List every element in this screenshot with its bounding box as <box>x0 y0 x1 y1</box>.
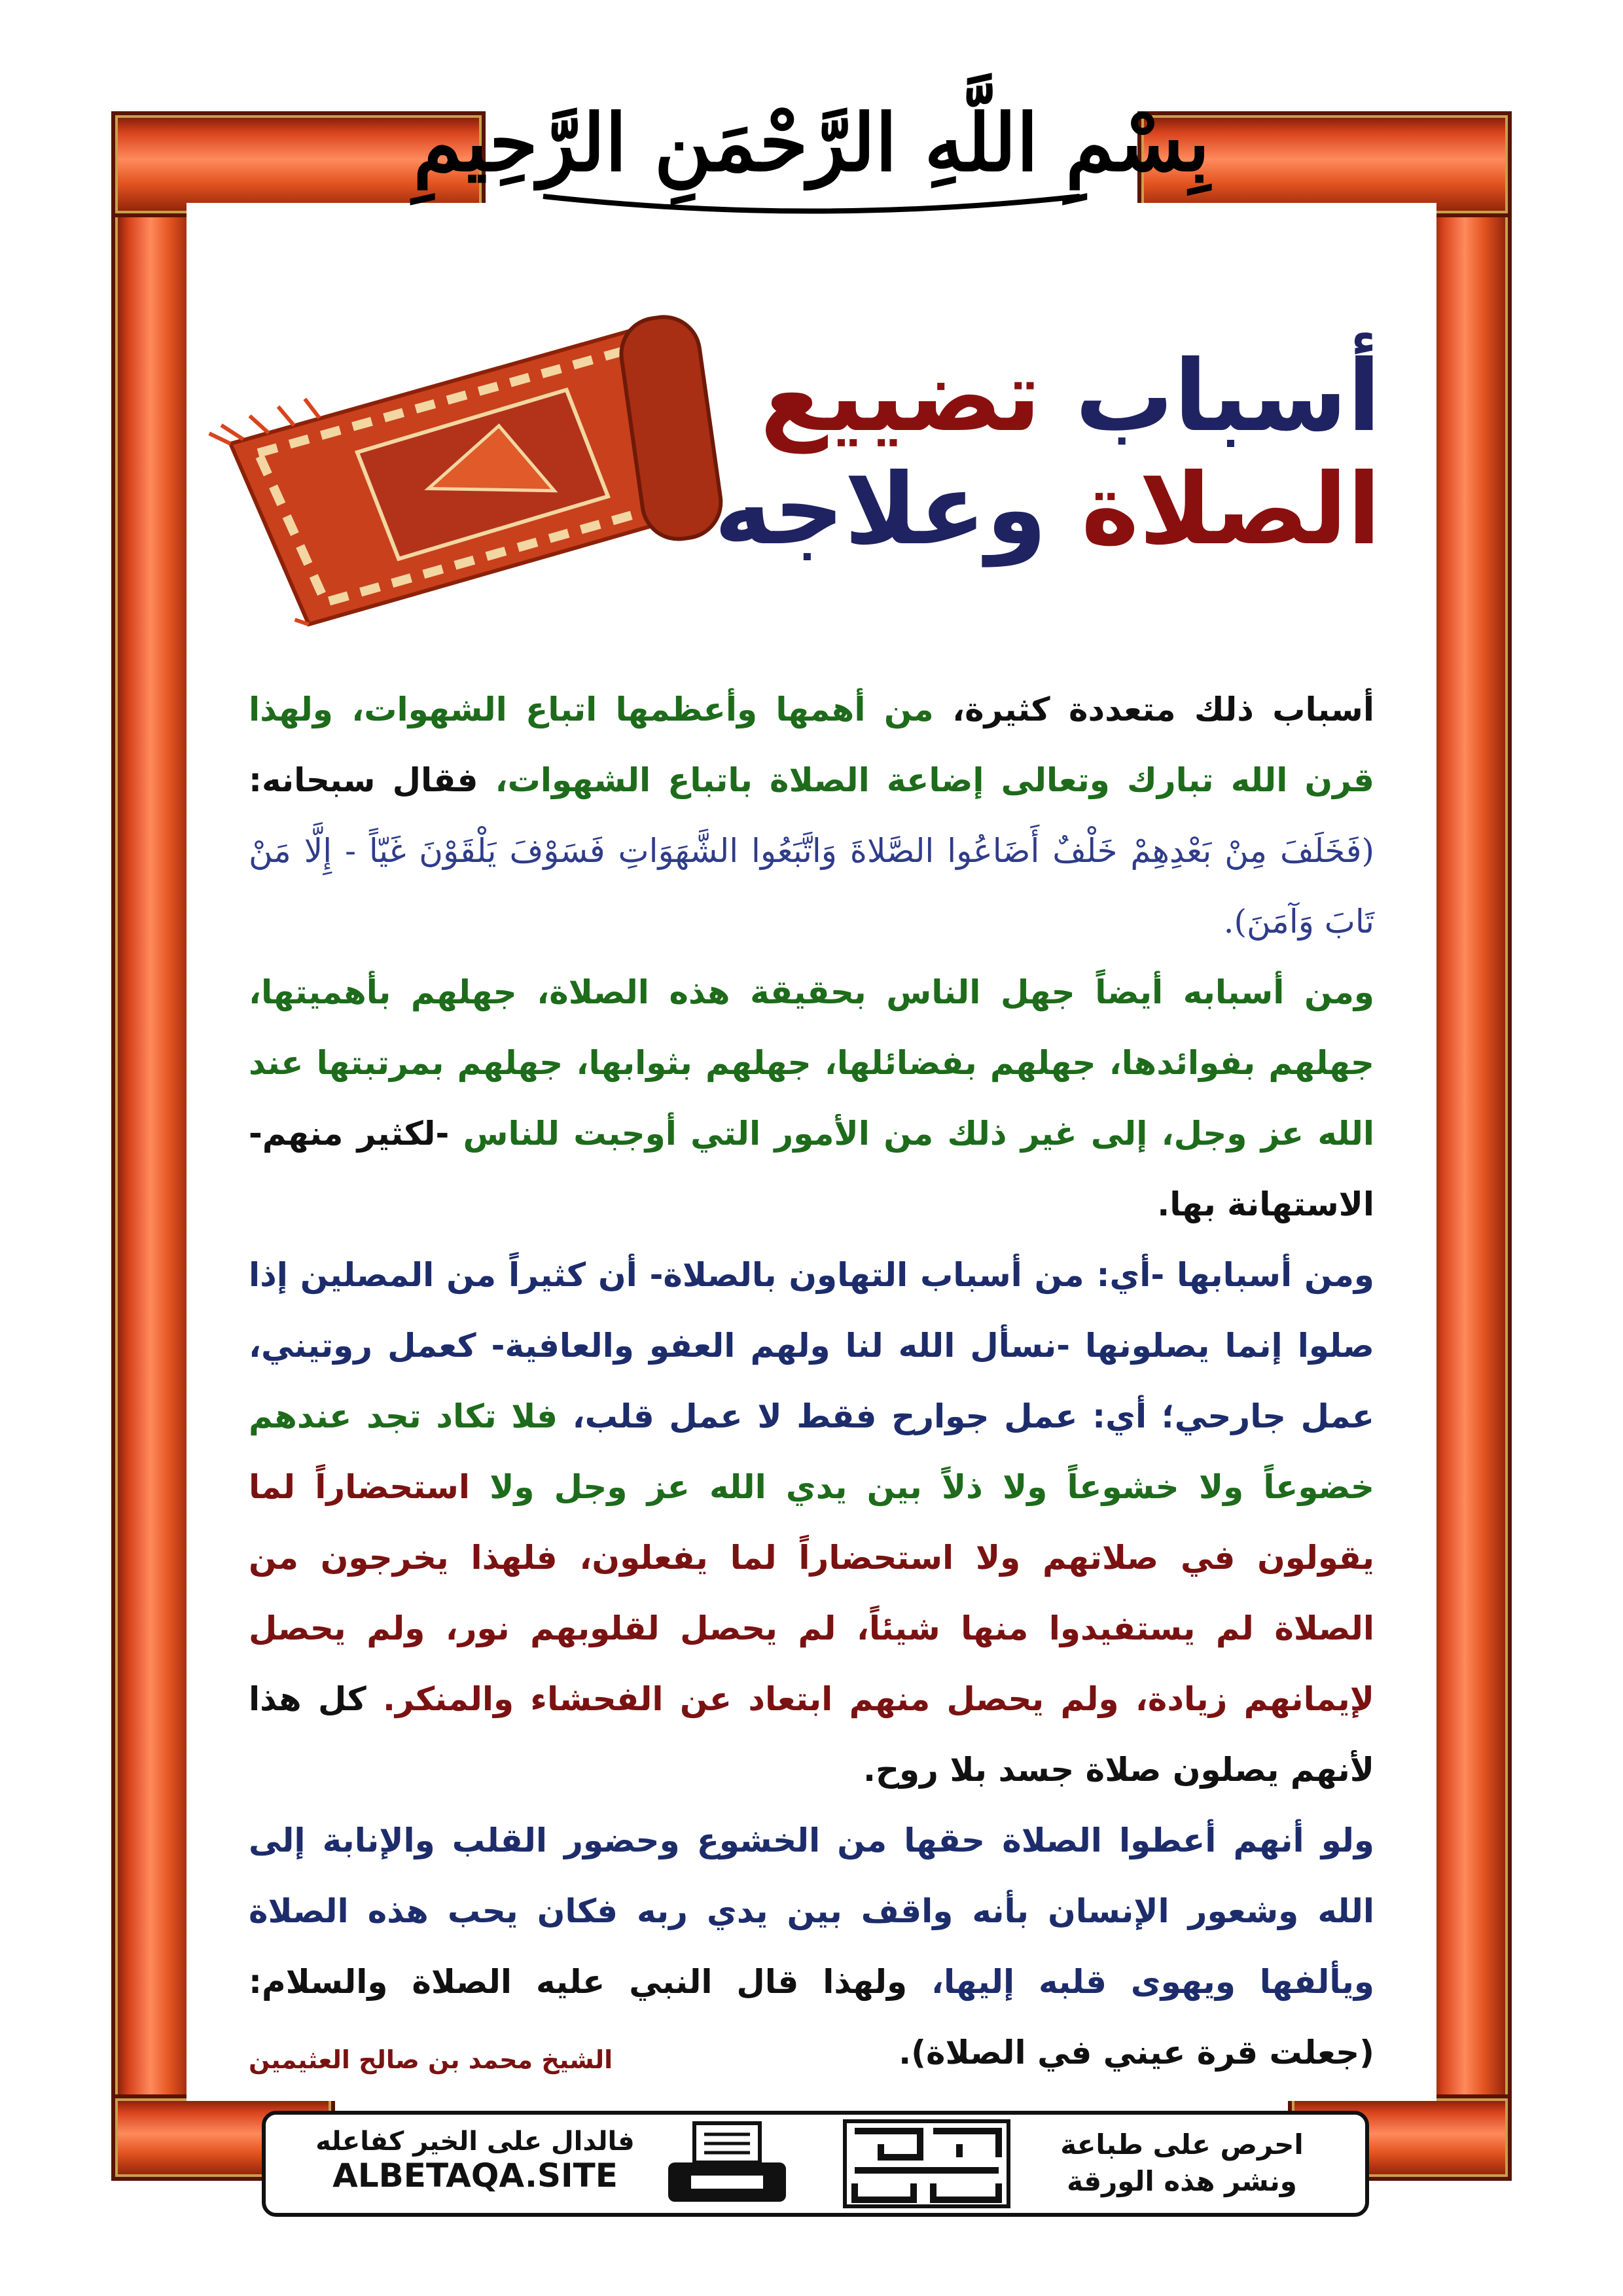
kufi-logo <box>842 2118 1012 2210</box>
footer-proverb: فالدال على الخير كفاعله <box>315 2126 635 2157</box>
title-word-salah: الصلاة <box>1046 452 1381 567</box>
p1-main: من أهمها وأعظمها اتباع الشهوات، ولهذا قرن الله تبارك وتعالى إضاعة الصلاة باتباع الشهوات، <box>249 691 1374 799</box>
basmala-calligraphy <box>413 46 1210 229</box>
footer-bar <box>262 2111 1369 2217</box>
p4-hadith-intro: ولهذا قال النبي عليه الصلاة والسلام: <box>249 1963 908 2001</box>
title-word-asbab: أسباب <box>1041 340 1381 454</box>
p4-main: ولو أنهم أعطوا الصلاة حقها من الخشوع وحضور القلب والإنابة إلى الله وشعور الإنسان بأنه واقف بين يدي ربه فكان يحب هذه الصلاة ويألفها ويهوى قلبه إليها، <box>249 1821 1374 2001</box>
p1-intro: أسباب ذلك متعددة كثيرة، <box>933 691 1374 728</box>
title-word-ilajuh: وعلاجه <box>714 452 1047 567</box>
p2-end: -لكثير منهم- الاستهانة بها. <box>249 1115 1374 1223</box>
footer-left-block <box>292 2126 658 2195</box>
title-line-2 <box>714 454 1381 567</box>
p3-end: كل هذا لأنهم يصلون صلاة جسد بلا روح. <box>249 1680 1374 1789</box>
author-name: الشيخ محمد بن صالح العثيمين <box>249 2045 613 2074</box>
paragraph-2 <box>249 957 1374 1240</box>
footer-website[interactable]: ALBETAQA.SITE <box>332 2157 618 2195</box>
footer-right-block <box>1025 2126 1339 2200</box>
frame-left-bar <box>111 111 198 2181</box>
quran-verse: (فَخَلَفَ مِنْ بَعْدِهِمْ خَلْفٌ أَضَاعُوا الصَّلاةَ وَاتَّبَعُوا الشَّهَوَاتِ فَسَوْفَ يَلْقَوْنَ غَيّاً - إِلَّا مَنْ تَابَ وَآمَنَ). <box>249 832 1374 941</box>
p3-green: فلا تكاد تجد عندهم خضوعاً ولا خشوعاً ولا ذلاً بين يدي الله عز وجل ولا <box>249 1397 1374 1506</box>
title-line-1 <box>714 340 1381 454</box>
title-word-tadyee: تضييع <box>760 340 1041 454</box>
paragraph-1 <box>249 674 1374 957</box>
prayer-rug-image <box>209 321 798 602</box>
p1-saying: فقال سبحانه: <box>249 761 478 799</box>
frame-right-bar <box>1425 111 1512 2181</box>
p2-main: ومن أسبابه أيضاً جهل الناس بحقيقة هذه الصلاة، جهلهم بأهميتها، جهلهم بفوائدها، جهلهم بفضائلها، جهلهم بثوابها، جهلهم بمرتبتها عند الله عز وجل، إلى غير ذلك من الأمور التي أوجبت للناس <box>249 973 1374 1153</box>
printer-icon <box>665 2120 789 2208</box>
footer-print-line-2: ونشر هذه الورقة <box>1067 2165 1297 2197</box>
paragraph-3 <box>249 1240 1374 1805</box>
footer-print-line-1: احرص على طباعة <box>1060 2128 1304 2161</box>
page-title <box>714 340 1381 566</box>
p3-main: ومن أسبابها -أي: من أسباب التهاون بالصلاة- أن كثيراً من المصلين إذا صلوا إنما يصلونها -نسأل الله لنا ولهم العفو والعافية- كعمل روتيني، عمل جارحي؛ أي: عمل جوارح فقط لا عمل قلب، <box>249 1256 1374 1435</box>
hadith-quote: (جعلت قرة عيني في الصلاة). <box>899 2034 1374 2072</box>
p3-red: استحضاراً لما يقولون في صلاتهم ولا استحضاراً لما يفعلون، فلهذا يخرجون من الصلاة لم يستفيدوا منها شيئاً، لم يحصل لقلوبهم نور، ولم يحصل لإيمانهم زيادة، ولم يحصل منهم ابتعاد عن الفحشاء والمنكر. <box>249 1468 1374 1718</box>
basmala-text: بِسْمِ اللَّهِ الرَّحْمَنِ الرَّحِيمِ <box>413 97 1210 189</box>
article-body <box>249 674 1374 2088</box>
